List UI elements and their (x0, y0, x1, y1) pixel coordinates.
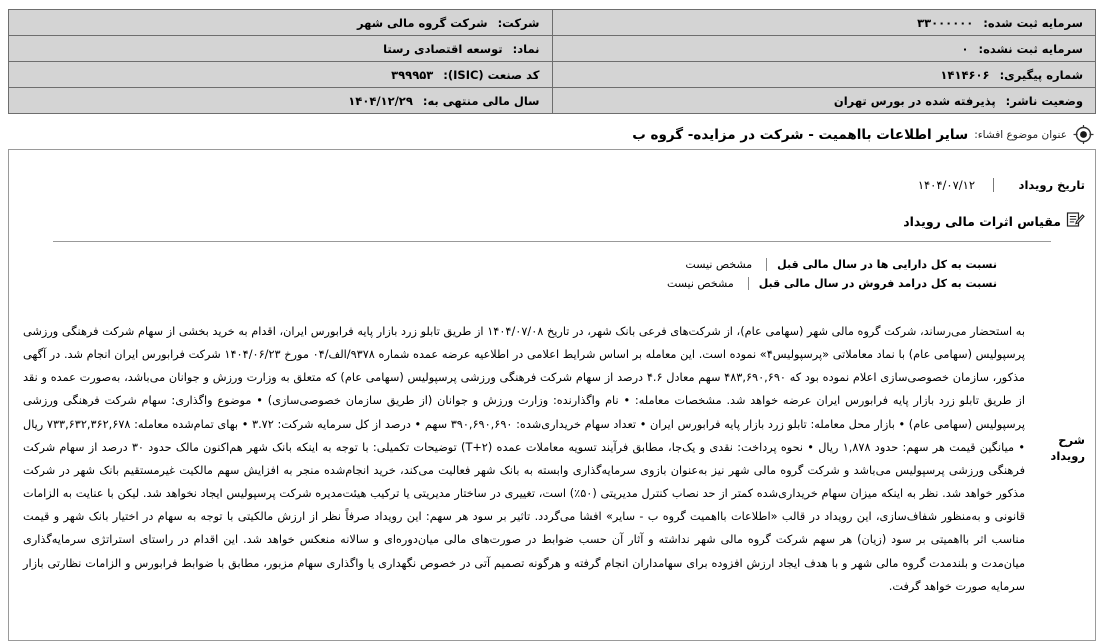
symbol-value: توسعه اقتصادی رستا (383, 41, 503, 56)
symbol-label: نماد: (512, 41, 540, 56)
publisher-status-value: پذیرفته شده در بورس تهران (833, 93, 996, 108)
ratio-label-total-revenue: نسبت به کل درامد فروش در سال مالی قبل (748, 277, 997, 290)
event-description-block (9, 320, 1095, 598)
ratio-label-total-assets: نسبت به کل دارایی ها در سال مالی قبل (766, 258, 997, 271)
unregistered-capital-cell (552, 36, 1096, 62)
financial-scale-heading-row (9, 210, 1085, 233)
header-info-section (0, 0, 1104, 114)
company-name-value: شرکت گروه مالی شهر (356, 15, 488, 30)
event-description-paragraph: به استحضار می‌رساند، شرکت گروه مالی شهر (سهامی عام)، از شرکت‌های فرعی بانک شهر، در تاریخ ۱۴۰۴/۰۷/۰۸ از طریق تابلو زرد بازار پایه فرابورس ایران، اقدام به خرید بخشی از سهام شرکت فرهنگی ورزشی پرسپولیس (سهامی عام) با نماد معاملاتی «پرسپولیس۴» نموده است. این معامله بر اساس شرایط اعلامی در اطلاعیه عرضه عمده شماره ۹۳۷۸/الف/۰۴ مورخ ۱۴۰۴/۰۶/۲۳ شرکت فرابورس ایران انجام شد. در آگهی مذکور، سازمان خصوصی‌سازی اعلام نموده بود که ۴۸۳,۶۹۰,۶۹۰ سهم معادل ۴.۶ درصد از سهام شرکت فرهنگی ورزشی پرسپولیس (سهامی عام) که متعلق به وزارت ورزش و جوانان می‌باشد، به‌صورت عمده و نقد از طریق تابلو زرد بازار پایه فرابورس ایران عرضه خواهد شد. مشخصات معامله: • نام واگذارنده: وزارت ورزش و جوانان (از طریق سازمان خصوصی‌سازی) • موضوع واگذاری: سهام شرکت فرهنگی ورزشی پرسپولیس (سهامی عام) • بازار محل معامله: تابلو زرد بازار پایه فرابورس ایران • تعداد سهام خریداری‌شده: ۳۹۰,۶۹۰,۶۹۰ سهم • درصد از کل سرمایه شرکت: ۳.۷۲ • بهای تمام‌شده معامله: ۷۳۳,۶۳۲,۳۶۲,۶۷۸ ریال • میانگین قیمت هر سهم: حدود ۱,۸۷۸ ریال • نحوه پرداخت: نقدی و یک‌جا، مطابق فرآیند تسویه معاملات عمده (T+۲) توضیحات تکمیلی: با توجه به اینکه بانک شهر هم‌اکنون مالک حدود ۳۰ درصد از سهام شرکت فرهنگی ورزشی پرسپولیس می‌باشد و شرکت گروه مالی شهر نیز به‌عنوان بازوی سرمایه‌گذاری وابسته به بانک شهر فعالیت می‌کند، خرید انجام‌شده منجر به افزایش سهم مالکیت غیرمستقیم بانک شهر در شرکت مذکور خواهد شد. نظر به اینکه میزان سهام خریداری‌شده کمتر از حد نصاب کنترل مدیریتی (۵۰٪) است، تغییری در ساختار مدیریتی یا ترکیب هیئت‌مدیره شرکت پرسپولیس ایجاد نخواهد شد. لیکن با عنایت به الزامات قانونی و به‌منظور شفاف‌سازی، این رویداد در قالب «اطلاعات بااهمیت گروه ب - سایر» افشا می‌گردد. تاثیر بر سود هر سهم: این رویداد صرفاً نظر از ارزش مالکیتی با توجه به سهام در اختیار بانک شهر و قیمت مناسب اثر بااهمیتی بر سود (زیان) هر سهم شرکت گروه مالی شهر نداشته و آثار آن حسب ضوابط در صورت‌های مالی میان‌دوره‌ای و سالانه منعکس خواهد شد. این اقدام در راستای استراتژی سرمایه‌گذاری میان‌مدت و بلندمدت گروه مالی شهر و با هدف ایجاد ارزش افزوده برای سهامداران انجام گرفته و هرگونه تصمیم آتی در خصوص نگهداری یا واگذاری سهام مزبور، مطابق با ضوابط فرابورس و الزامات نظارتی بازار سرمایه صورت خواهد گرفت. (23, 325, 1025, 593)
event-date-row (9, 178, 1085, 192)
disclosure-document-body (8, 149, 1096, 641)
isic-code-label: کد صنعت (ISIC): (443, 67, 540, 82)
fiscal-year-label: سال مالی منتهی به: (422, 93, 540, 108)
ratio-value-total-revenue: مشخص نیست (666, 277, 734, 290)
unregistered-capital-label: سرمایه ثبت نشده: (978, 41, 1083, 56)
tracking-number-value: ۱۴۱۴۶۰۶ (940, 67, 990, 82)
table-row (9, 36, 1096, 62)
page-title: سایر اطلاعات بااهمیت - شرکت در مزایده- گروه ب (632, 126, 969, 143)
disclosure-title-row (0, 114, 1104, 149)
financial-scale-heading: مقیاس اثرات مالی رویداد (903, 214, 1061, 229)
table-row (9, 10, 1096, 36)
isic-code-cell (9, 62, 553, 88)
table-row (9, 88, 1096, 114)
tracking-number-cell (552, 62, 1096, 88)
table-row (9, 62, 1096, 88)
publisher-status-cell (552, 88, 1096, 114)
company-name-cell (9, 10, 553, 36)
company-name-label: شرکت: (497, 15, 540, 30)
ratio-row-total-assets (9, 258, 997, 271)
registered-capital-value: ۳۳۰۰۰۰۰۰ (917, 15, 974, 30)
publisher-status-label: وضعیت ناشر: (1005, 93, 1083, 108)
fiscal-year-value: ۱۴۰۴/۱۲/۲۹ (348, 93, 413, 108)
ratio-row-total-revenue (9, 277, 997, 290)
fiscal-year-cell (9, 88, 553, 114)
event-description-label: شرح رویداد (1050, 433, 1085, 464)
registered-capital-cell (552, 10, 1096, 36)
company-info-table (8, 9, 1096, 114)
financial-ratio-list (9, 258, 1095, 290)
ratio-value-total-assets: مشخص نیست (685, 258, 753, 271)
form-pencil-icon (1066, 210, 1085, 233)
registered-capital-label: سرمایه ثبت شده: (983, 15, 1083, 30)
symbol-cell (9, 36, 553, 62)
section-divider (53, 241, 1051, 242)
unregistered-capital-value: ۰ (961, 41, 969, 56)
target-icon (1073, 124, 1094, 145)
event-description-text (9, 320, 1029, 598)
isic-code-value: ۳۹۹۹۵۳ (391, 67, 434, 82)
event-date-label: تاریخ رویداد (993, 178, 1085, 192)
tracking-number-label: شماره پیگیری: (999, 67, 1083, 82)
event-date-value: ۱۴۰۴/۰۷/۱۲ (917, 178, 975, 192)
disclosure-subject-label: عنوان موضوع افشاء: (974, 128, 1067, 141)
